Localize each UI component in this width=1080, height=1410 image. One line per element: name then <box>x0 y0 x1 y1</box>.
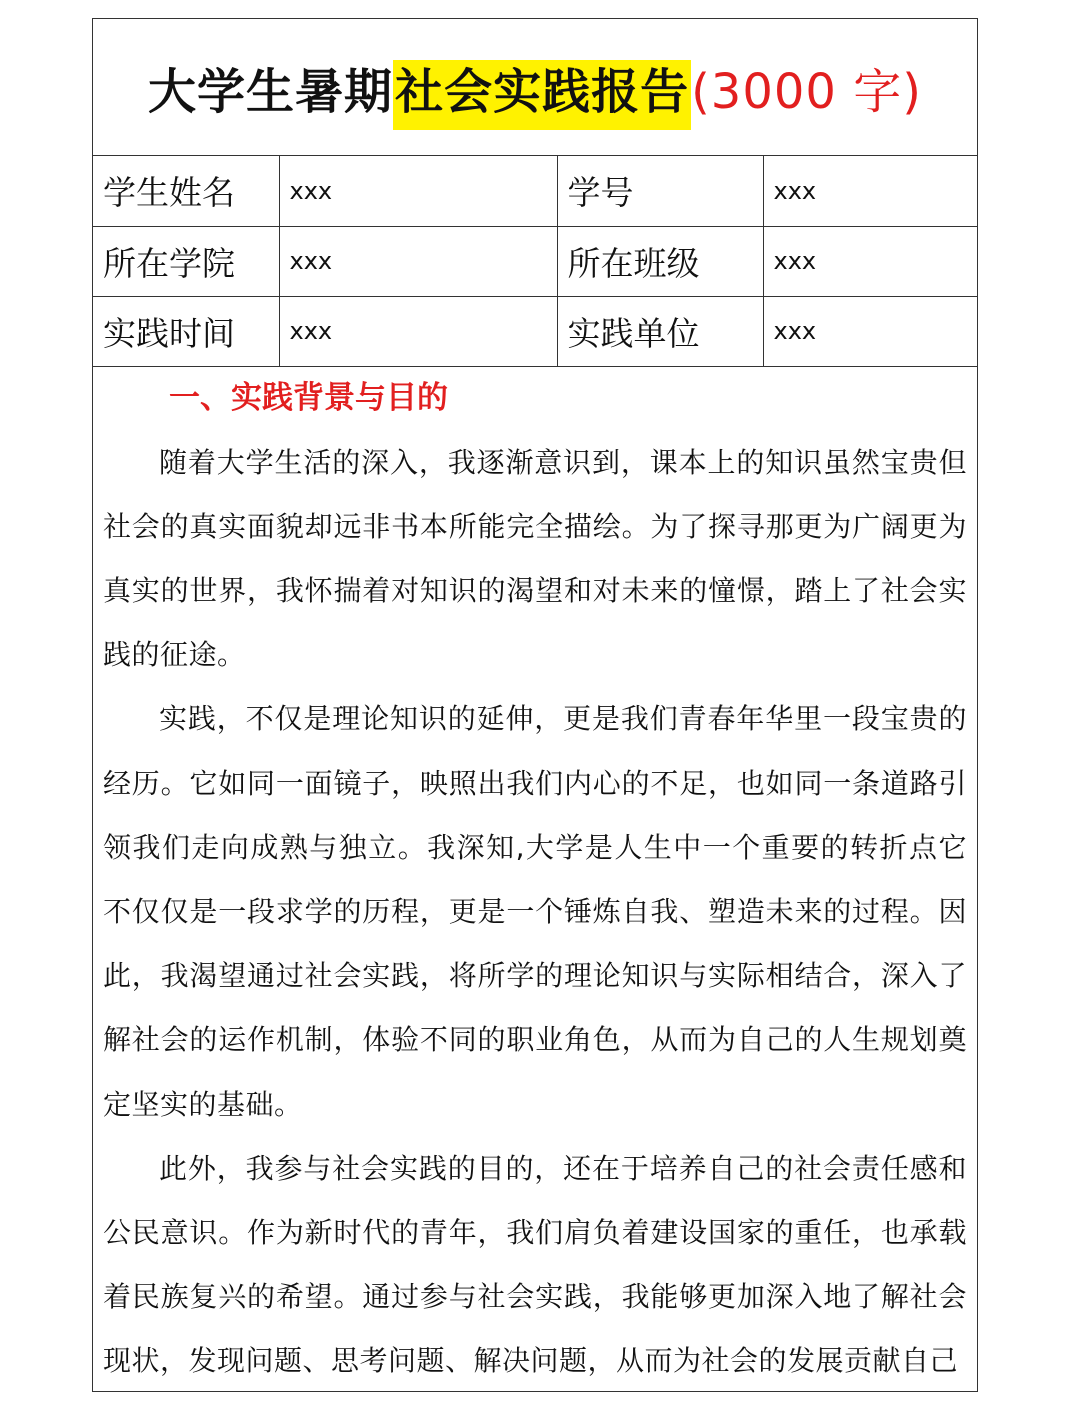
info-row <box>93 226 977 296</box>
page-title <box>148 53 922 122</box>
student-info-table <box>93 156 977 367</box>
class-label: 所在班级 <box>557 226 763 296</box>
report-page <box>92 18 978 1392</box>
info-row <box>93 156 977 226</box>
section-heading: 一、实践背景与目的 <box>169 379 448 416</box>
title-row <box>93 19 977 156</box>
practice-time-value: xxx <box>279 296 557 366</box>
student-id-value: xxx <box>763 156 977 226</box>
practice-time-label: 实践时间 <box>93 296 279 366</box>
practice-unit-label: 实践单位 <box>557 296 763 366</box>
college-value: xxx <box>279 226 557 296</box>
student-name-value: xxx <box>279 156 557 226</box>
title-highlighted-part: 社会实践报告 <box>393 60 691 130</box>
practice-unit-value: xxx <box>763 296 977 366</box>
body-paragraph: 实践，不仅是理论知识的延伸，更是我们青春年华里一段宝贵的经历。它如同一面镜子，映照出我们内心的不足，也如同一条道路引领我们走向成熟与独立。我深知,大学是人生中一个重要的转折点它不仅仅是一段求学的历程，更是一个锤炼自我、塑造未来的过程。因此，我渴望通过社会实践，将所学的理论知识与实际相结合，深入了解社会的运作机制，体验不同的职业角色，从而为自己的人生规划奠定坚实的基础。 <box>103 702 967 1121</box>
student-id-label: 学号 <box>557 156 763 226</box>
report-body <box>93 367 977 1393</box>
class-value: xxx <box>763 226 977 296</box>
college-label: 所在学院 <box>93 226 279 296</box>
body-paragraph: 随着大学生活的深入，我逐渐意识到，课本上的知识虽然宝贵但社会的真实面貌却远非书本所能完全描绘。为了探寻那更为广阔更为真实的世界，我怀揣着对知识的渴望和对未来的憧憬，踏上了社会实践的征途。 <box>103 445 967 672</box>
student-name-label: 学生姓名 <box>93 156 279 226</box>
info-row <box>93 296 977 366</box>
body-paragraph: 此外，我参与社会实践的目的，还在于培养自己的社会责任感和公民意识。作为新时代的青年，我们肩负着建设国家的重任，也承载着民族复兴的希望。通过参与社会实践，我能够更加深入地了解社会现状，发现问题、思考问题、解决问题，从而为社会的发展贡献自己 <box>103 1151 967 1378</box>
title-word-count: (3000 字) <box>691 63 922 120</box>
title-part-1: 大学生暑期 <box>148 63 394 120</box>
